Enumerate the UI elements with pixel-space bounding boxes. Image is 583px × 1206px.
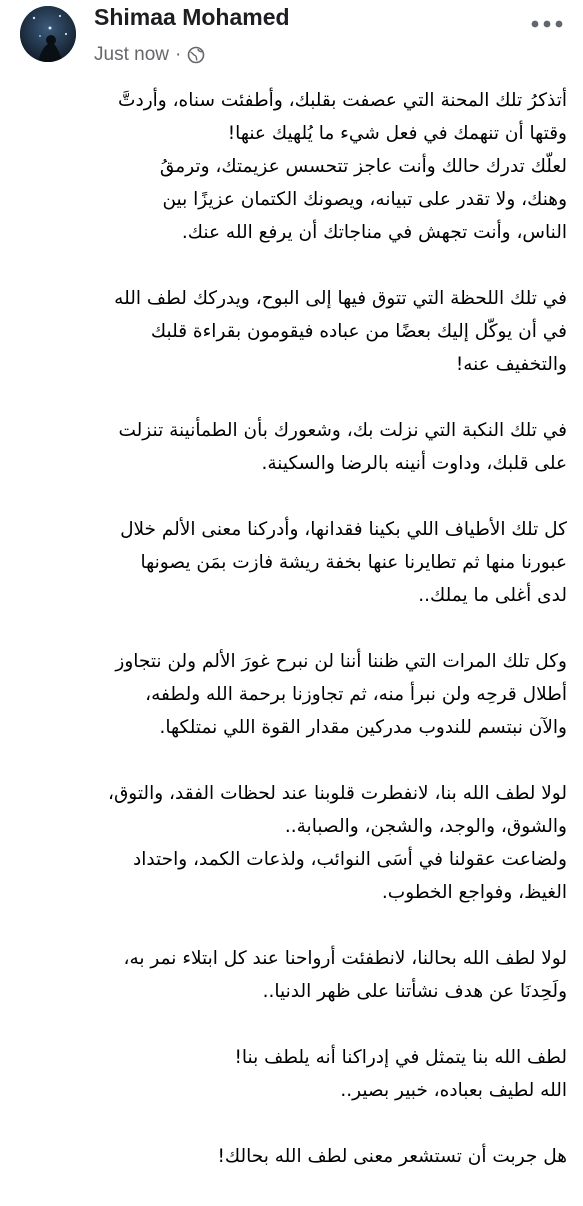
- post-text-line: وقتها أن تنهمك في فعل شيء ما يُلهيك عنها!: [227, 123, 567, 144]
- post-paragraph: [18, 777, 567, 909]
- post-header: [0, 0, 583, 78]
- post-paragraph: [18, 1140, 567, 1173]
- post-text-line: لولا لطف الله بحالنا، لانطفئت أرواحنا عند كل ابتلاء نمر به،: [123, 948, 567, 969]
- post-paragraph: [18, 282, 567, 381]
- post-paragraph: [18, 513, 567, 612]
- post-text-line: لعلّك تدرك حالك وأنت عاجز تتحسس عزيمتك، وترمقُ: [159, 156, 567, 177]
- post-text-line: الغيظ، وفواجع الخطوب.: [381, 882, 567, 903]
- post-text-line: ولَحِدنَا عن هدف نشأتنا على ظهر الدنيا..: [262, 981, 567, 1002]
- more-horizontal-icon: [531, 20, 563, 28]
- post-paragraph: [18, 414, 567, 480]
- post-paragraph: [18, 1041, 567, 1107]
- post-text-line: ولضاعت عقولنا في أسَى النوائب، ولذعات الكمد، واحتداد: [132, 849, 567, 870]
- avatar-photo: [20, 6, 76, 62]
- more-options-button[interactable]: [527, 10, 567, 38]
- post-text-line: في أن يوكّل إليك بعضًا من عباده فيقومون بقراءة قلبك: [150, 321, 567, 342]
- post-text-line: الناس، وأنت تجهش في مناجاتك أن يرفع الله عنك.: [181, 222, 567, 243]
- post-text-line: لطف الله بنا يتمثل في إدراكنا أنه يلطف بنا!: [234, 1047, 567, 1068]
- post-text-line: كل تلك الأطياف اللي بكينا فقدانها، وأدركنا معنى الألم خلال: [120, 519, 567, 540]
- post-paragraph: [18, 942, 567, 1008]
- post-paragraph: [18, 84, 567, 249]
- post-text-line: وهنك، ولا تقدر على تبيانه، ويصونك الكتمان عزيزًا بين: [162, 189, 567, 210]
- post-text-line: هل جربت أن تستشعر معنى لطف الله بحالك!: [217, 1146, 567, 1167]
- post-text-line: عبورنا منها ثم تطايرنا عنها بخفة ريشة فازت بمَن يصونها: [140, 552, 567, 573]
- post-text-line: لدى أغلى ما يملك..: [418, 585, 567, 606]
- author-name[interactable]: Shimaa Mohamed: [94, 4, 290, 30]
- post-text-line: في تلك اللحظة التي تتوق فيها إلى البوح، ويدركك لطف الله: [114, 288, 567, 309]
- post-text-line: وكل تلك المرات التي ظننا أننا لن نبرح غورَ الألم ولن نتجاوز: [115, 651, 567, 672]
- post-timestamp[interactable]: Just now: [94, 44, 169, 65]
- post-text-line: في تلك النكبة التي نزلت بك، وشعورك بأن الطمأنينة تنزلت: [118, 420, 567, 441]
- post-text-line: الله لطيف بعباده، خبير بصير..: [340, 1080, 567, 1101]
- avatar[interactable]: [20, 6, 76, 62]
- post-text-line: لولا لطف الله بنا، لانفطرت قلوبنا عند لحظات الفقد، والتوق،: [107, 783, 567, 804]
- globe-icon[interactable]: [187, 46, 205, 64]
- meta-separator: ·: [174, 44, 182, 65]
- post-text-line: أتذكرُ تلك المحنة التي عصفت بقلبك، وأطفئت سناه، وأردتَّ: [118, 90, 567, 111]
- post-meta: [94, 41, 205, 69]
- post-text-line: والآن نبتسم للندوب مدركين مقدار القوة اللي نمتلكها.: [159, 717, 567, 738]
- post-text-line: والشوق، والوجد، والشجن، والصبابة..: [284, 816, 567, 837]
- post-text-line: والتخفيف عنه!: [455, 354, 567, 375]
- post-text: [18, 84, 567, 1206]
- post-text-line: أطلال قرحِه ولن نبرأ منه، ثم تجاوزنا برحمة الله ولطفه،: [145, 684, 567, 705]
- post-paragraph: [18, 645, 567, 744]
- post-text-line: على قلبك، وداوت أنينه بالرضا والسكينة.: [261, 453, 567, 474]
